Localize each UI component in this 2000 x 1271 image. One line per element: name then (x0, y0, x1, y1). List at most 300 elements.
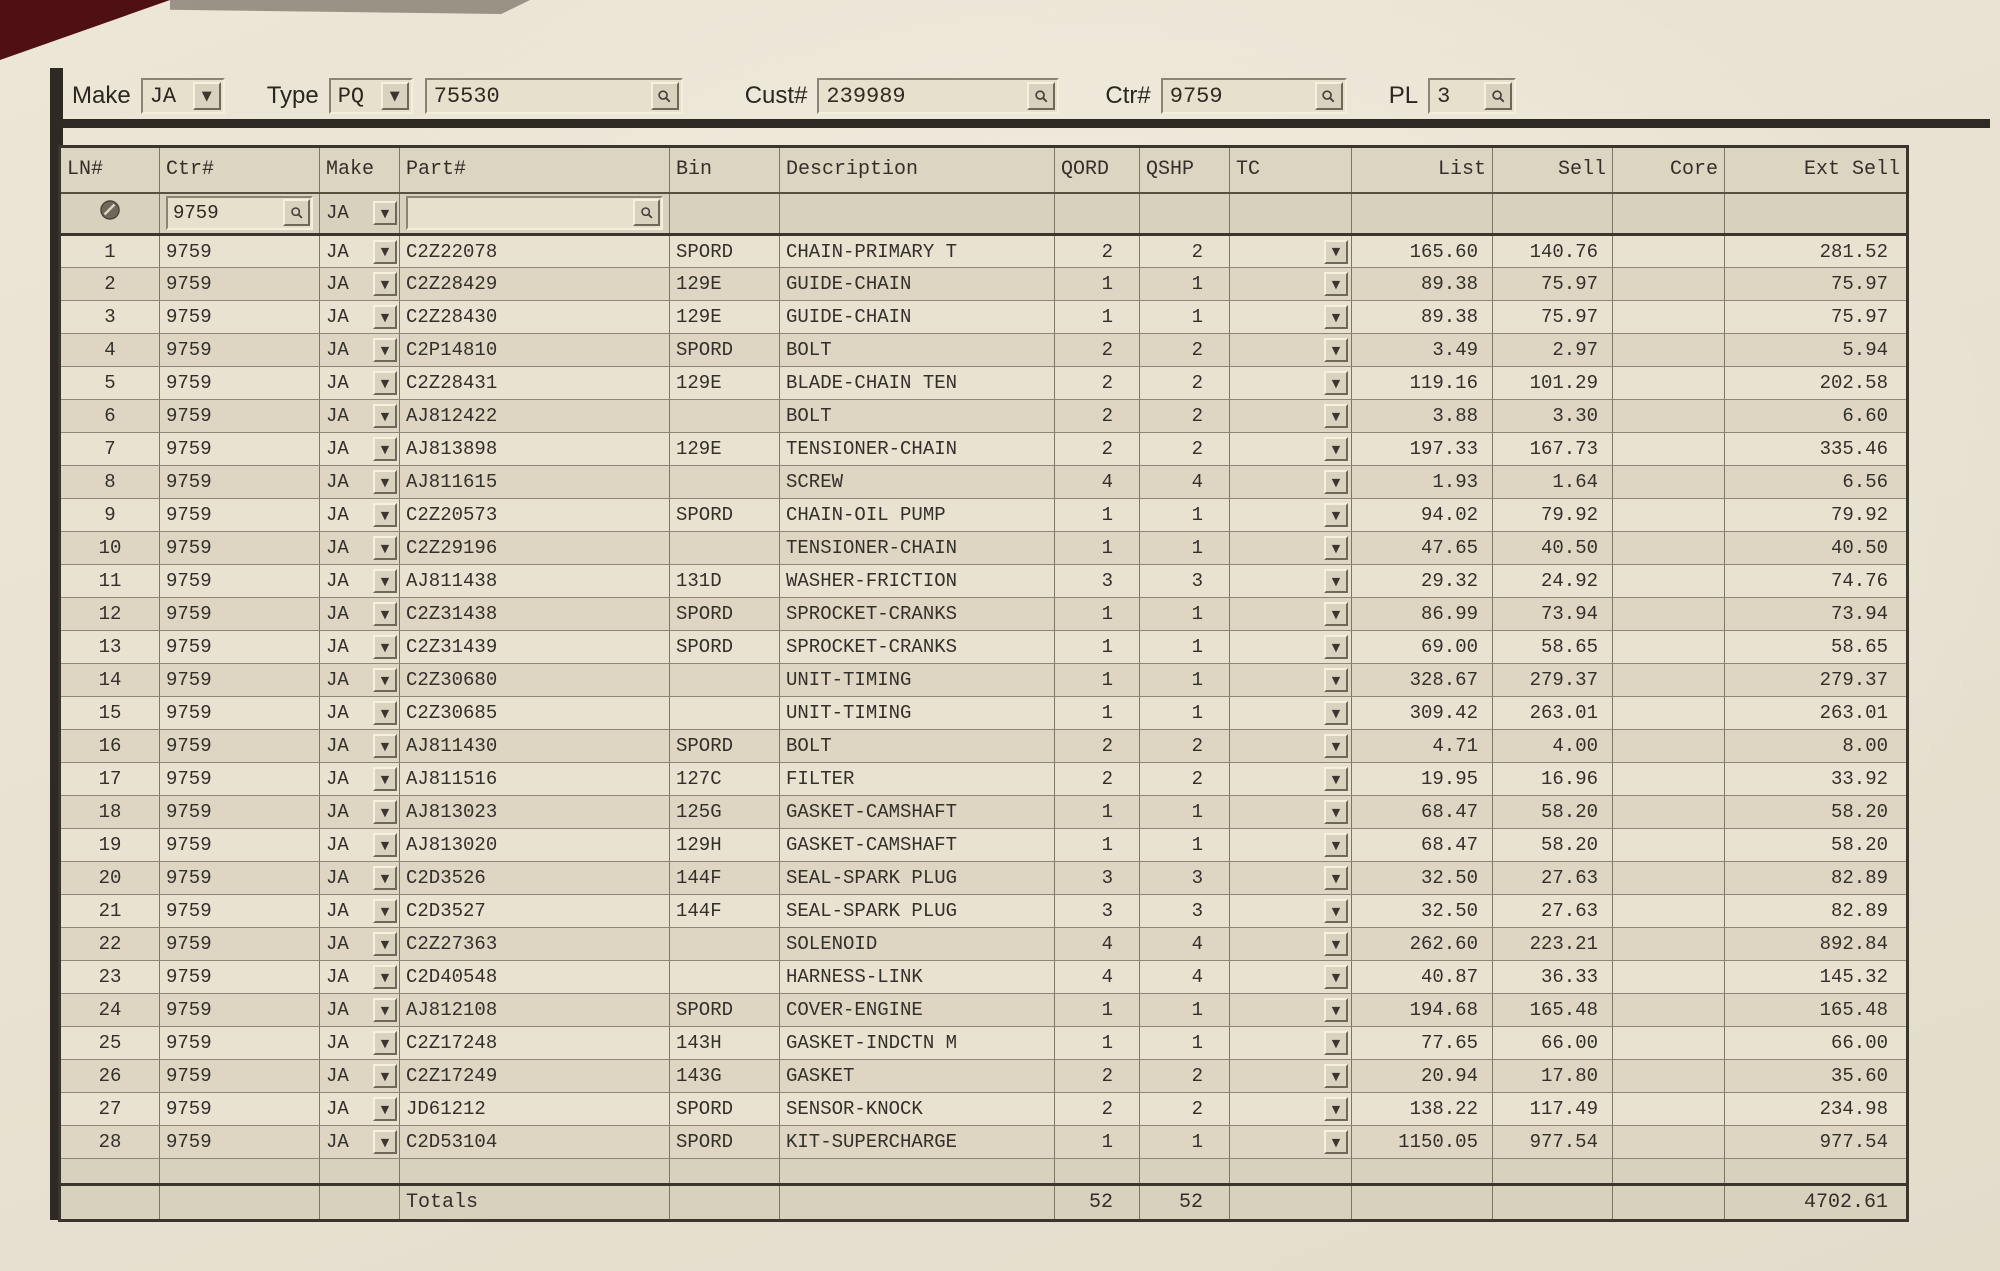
desc-cell: SPROCKET-CRANKS (780, 598, 1055, 631)
chevron-down-icon: ▼ (1331, 739, 1341, 753)
totals-qord: 52 (1055, 1185, 1140, 1221)
tc-dropdown-button[interactable] (1324, 470, 1348, 494)
sell-cell: 66.00 (1493, 1027, 1613, 1060)
ext-cell: 75.97 (1725, 268, 1908, 301)
make-dropdown-button[interactable] (373, 371, 397, 395)
core-cell (1613, 565, 1725, 598)
desc-cell: WASHER-FRICTION (780, 565, 1055, 598)
tc-dropdown-button[interactable] (1324, 734, 1348, 758)
entry-tc-cell (1230, 193, 1352, 235)
make-value: JA (326, 306, 349, 328)
make-value: JA (326, 372, 349, 394)
sell-cell: 75.97 (1493, 301, 1613, 334)
make-value: JA (326, 603, 349, 625)
ln-cell: 11 (60, 565, 160, 598)
ctr-search-button[interactable] (1315, 82, 1343, 110)
make-cell (320, 499, 400, 532)
bin-cell: 129E (670, 433, 780, 466)
tc-dropdown-button[interactable] (1324, 1064, 1348, 1088)
core-cell (1613, 334, 1725, 367)
totals-list-cell (1352, 1185, 1493, 1221)
make-combo-value: JA (149, 83, 177, 109)
desc-cell: GASKET (780, 1060, 1055, 1093)
ln-cell: 1 (60, 235, 160, 268)
core-cell (1613, 400, 1725, 433)
tc-dropdown-button[interactable] (1324, 404, 1348, 428)
bin-cell: 144F (670, 862, 780, 895)
pl-field[interactable] (1428, 78, 1516, 114)
make-value: JA (326, 1098, 349, 1120)
col-qord: QORD (1055, 147, 1140, 193)
make-dropdown-button[interactable] (373, 866, 397, 890)
sell-cell: 40.50 (1493, 532, 1613, 565)
part-cell: C2Z20573 (400, 499, 670, 532)
make-combo[interactable] (141, 78, 225, 114)
entry-ctr-search-button[interactable] (283, 199, 310, 226)
make-cell (320, 796, 400, 829)
chevron-down-icon: ▼ (380, 310, 390, 324)
make-value: JA (326, 999, 349, 1021)
list-cell: 119.16 (1352, 367, 1493, 400)
core-cell (1613, 763, 1725, 796)
qshp-cell: 1 (1140, 829, 1230, 862)
core-cell (1613, 697, 1725, 730)
core-cell (1613, 862, 1725, 895)
col-core: Core (1613, 147, 1725, 193)
list-cell: 165.60 (1352, 235, 1493, 268)
search-icon (657, 89, 672, 104)
list-cell: 309.42 (1352, 697, 1493, 730)
tc-dropdown-button[interactable] (1324, 800, 1348, 824)
search-icon (290, 206, 304, 220)
entry-qshp-cell (1140, 193, 1230, 235)
make-dropdown-button[interactable] (373, 833, 397, 857)
part-cell: AJ812422 (400, 400, 670, 433)
tc-dropdown-button[interactable] (1324, 866, 1348, 890)
table-row (60, 697, 1908, 730)
core-cell (1613, 532, 1725, 565)
search-icon (640, 206, 654, 220)
make-dropdown-button[interactable] (373, 767, 397, 791)
chevron-down-icon: ▼ (1331, 1036, 1341, 1050)
sell-cell: 58.20 (1493, 796, 1613, 829)
chevron-down-icon: ▼ (1331, 1069, 1341, 1083)
bin-cell: 129E (670, 301, 780, 334)
tc-dropdown-button[interactable] (1324, 998, 1348, 1022)
desc-cell: CHAIN-PRIMARY T (780, 235, 1055, 268)
tc-dropdown-button[interactable] (1324, 1097, 1348, 1121)
bin-cell: SPORD (670, 994, 780, 1027)
search-icon (1321, 89, 1336, 104)
tc-dropdown-button[interactable] (1324, 635, 1348, 659)
table-row (60, 367, 1908, 400)
table-row (60, 235, 1908, 268)
ctr-cell: 9759 (160, 565, 320, 598)
make-dropdown-button[interactable] (373, 668, 397, 692)
list-cell: 89.38 (1352, 268, 1493, 301)
record-selector-cell (60, 193, 160, 235)
part-cell: C2P14810 (400, 334, 670, 367)
desc-cell: BLADE-CHAIN TEN (780, 367, 1055, 400)
make-value: JA (326, 966, 349, 988)
chevron-down-icon: ▼ (380, 442, 390, 456)
ctr-cell: 9759 (160, 730, 320, 763)
qshp-cell: 2 (1140, 763, 1230, 796)
tc-dropdown-button[interactable] (1324, 371, 1348, 395)
chevron-down-icon: ▼ (380, 706, 390, 720)
qord-cell: 1 (1055, 796, 1140, 829)
ext-cell: 73.94 (1725, 598, 1908, 631)
core-cell (1613, 928, 1725, 961)
desc-cell: COVER-ENGINE (780, 994, 1055, 1027)
make-cell (320, 697, 400, 730)
list-cell: 68.47 (1352, 796, 1493, 829)
type-number-field[interactable] (425, 78, 683, 114)
make-dropdown-button[interactable] (373, 932, 397, 956)
make-dropdown-button[interactable] (193, 82, 221, 110)
chevron-down-icon: ▼ (1331, 475, 1341, 489)
list-cell: 32.50 (1352, 862, 1493, 895)
spacer-row (60, 1159, 1908, 1185)
tc-cell (1230, 499, 1352, 532)
core-cell (1613, 367, 1725, 400)
tc-dropdown-button[interactable] (1324, 569, 1348, 593)
list-cell: 32.50 (1352, 895, 1493, 928)
make-cell (320, 532, 400, 565)
tc-dropdown-button[interactable] (1324, 767, 1348, 791)
part-cell: C2Z17249 (400, 1060, 670, 1093)
desc-cell: BOLT (780, 400, 1055, 433)
tc-dropdown-button[interactable] (1324, 1130, 1348, 1154)
make-value: JA (326, 570, 349, 592)
make-dropdown-button[interactable] (373, 1130, 397, 1154)
bin-cell (670, 928, 780, 961)
tc-dropdown-button[interactable] (1324, 899, 1348, 923)
entry-make-dropdown-button[interactable] (373, 201, 397, 225)
chevron-down-icon: ▼ (380, 970, 390, 984)
entry-part-input[interactable] (408, 202, 636, 224)
entry-bin-cell (670, 193, 780, 235)
tc-cell (1230, 895, 1352, 928)
type-number-search-button[interactable] (651, 82, 679, 110)
qshp-cell: 4 (1140, 961, 1230, 994)
ctr-cell: 9759 (160, 466, 320, 499)
ctr-cell: 9759 (160, 862, 320, 895)
entry-ctr-input[interactable] (168, 202, 286, 224)
ctr-cell: 9759 (160, 928, 320, 961)
table-row (60, 301, 1908, 334)
list-cell: 1.93 (1352, 466, 1493, 499)
tc-cell (1230, 367, 1352, 400)
type-label: Type (266, 82, 319, 109)
core-cell (1613, 268, 1725, 301)
ext-cell: 35.60 (1725, 1060, 1908, 1093)
chevron-down-icon: ▼ (1331, 838, 1341, 852)
make-dropdown-button[interactable] (373, 240, 397, 264)
ctr-cell: 9759 (160, 763, 320, 796)
tc-dropdown-button[interactable] (1324, 536, 1348, 560)
ctr-cell: 9759 (160, 1093, 320, 1126)
qord-cell: 2 (1055, 730, 1140, 763)
tc-dropdown-button[interactable] (1324, 701, 1348, 725)
chevron-down-icon: ▼ (380, 1069, 390, 1083)
col-description: Description (780, 147, 1055, 193)
make-cell (320, 400, 400, 433)
make-value: JA (326, 900, 349, 922)
sell-cell: 4.00 (1493, 730, 1613, 763)
type-combo-value: PQ (337, 83, 365, 109)
ln-cell: 24 (60, 994, 160, 1027)
table-row (60, 466, 1908, 499)
part-cell: C2Z29196 (400, 532, 670, 565)
tc-dropdown-button[interactable] (1324, 668, 1348, 692)
entry-ext-cell (1725, 193, 1908, 235)
table-row (60, 334, 1908, 367)
tc-cell (1230, 1093, 1352, 1126)
make-dropdown-button[interactable] (373, 470, 397, 494)
make-dropdown-button[interactable] (373, 998, 397, 1022)
desc-cell: UNIT-TIMING (780, 697, 1055, 730)
type-number-input[interactable] (427, 84, 681, 109)
make-cell (320, 664, 400, 697)
ctr-cell: 9759 (160, 532, 320, 565)
desc-cell: GUIDE-CHAIN (780, 268, 1055, 301)
col-ctr: Ctr# (160, 147, 320, 193)
table-row (60, 1027, 1908, 1060)
qord-cell: 3 (1055, 565, 1140, 598)
cust-search-button[interactable] (1027, 82, 1055, 110)
make-dropdown-button[interactable] (373, 536, 397, 560)
cust-field[interactable] (817, 78, 1059, 114)
tc-dropdown-button[interactable] (1324, 240, 1348, 264)
ln-cell: 8 (60, 466, 160, 499)
table-row (60, 1060, 1908, 1093)
ctr-cell: 9759 (160, 664, 320, 697)
tc-dropdown-button[interactable] (1324, 305, 1348, 329)
desc-cell: SCREW (780, 466, 1055, 499)
ln-cell: 9 (60, 499, 160, 532)
ext-cell: 58.20 (1725, 829, 1908, 862)
ctr-field[interactable] (1161, 78, 1347, 114)
make-dropdown-button[interactable] (373, 1031, 397, 1055)
chevron-down-icon: ▼ (380, 206, 390, 220)
ext-cell: 82.89 (1725, 895, 1908, 928)
chevron-down-icon: ▼ (380, 640, 390, 654)
ctr-label: Ctr# (1105, 82, 1151, 109)
core-cell (1613, 994, 1725, 1027)
core-cell (1613, 829, 1725, 862)
type-dropdown-button[interactable] (381, 82, 409, 110)
core-cell (1613, 961, 1725, 994)
bin-cell: 143H (670, 1027, 780, 1060)
tc-cell (1230, 466, 1352, 499)
make-dropdown-button[interactable] (373, 338, 397, 362)
ext-cell: 202.58 (1725, 367, 1908, 400)
bin-cell: 131D (670, 565, 780, 598)
tc-dropdown-button[interactable] (1324, 833, 1348, 857)
cust-input[interactable] (819, 84, 1057, 109)
make-cell (320, 994, 400, 1027)
tc-dropdown-button[interactable] (1324, 437, 1348, 461)
list-cell: 69.00 (1352, 631, 1493, 664)
tc-dropdown-button[interactable] (1324, 602, 1348, 626)
order-header-bar (72, 76, 1516, 116)
totals-label: Totals (400, 1185, 670, 1221)
pl-search-button[interactable] (1484, 82, 1512, 110)
chevron-down-icon: ▼ (1331, 607, 1341, 621)
chevron-down-icon: ▼ (380, 904, 390, 918)
make-dropdown-button[interactable] (373, 272, 397, 296)
ctr-cell: 9759 (160, 1126, 320, 1159)
part-cell: C2Z22078 (400, 235, 670, 268)
qord-cell: 4 (1055, 961, 1140, 994)
qord-cell: 2 (1055, 334, 1140, 367)
make-dropdown-button[interactable] (373, 965, 397, 989)
tc-cell (1230, 565, 1352, 598)
make-label: Make (72, 82, 131, 109)
list-cell: 86.99 (1352, 598, 1493, 631)
part-cell: C2D3526 (400, 862, 670, 895)
ln-cell: 26 (60, 1060, 160, 1093)
header-divider-rule (56, 119, 1990, 128)
make-cell (320, 466, 400, 499)
qord-cell: 4 (1055, 466, 1140, 499)
qshp-cell: 4 (1140, 928, 1230, 961)
qshp-cell: 2 (1140, 400, 1230, 433)
qshp-cell: 4 (1140, 466, 1230, 499)
desc-cell: CHAIN-OIL PUMP (780, 499, 1055, 532)
ln-cell: 6 (60, 400, 160, 433)
ext-cell: 145.32 (1725, 961, 1908, 994)
list-cell: 89.38 (1352, 301, 1493, 334)
part-cell: AJ812108 (400, 994, 670, 1027)
ext-cell: 281.52 (1725, 235, 1908, 268)
col-make: Make (320, 147, 400, 193)
col-bin: Bin (670, 147, 780, 193)
tc-dropdown-button[interactable] (1324, 503, 1348, 527)
tc-dropdown-button[interactable] (1324, 1031, 1348, 1055)
ext-cell: 165.48 (1725, 994, 1908, 1027)
sell-cell: 24.92 (1493, 565, 1613, 598)
make-cell (320, 301, 400, 334)
totals-desc-cell (780, 1185, 1055, 1221)
tc-cell (1230, 433, 1352, 466)
make-cell (320, 1126, 400, 1159)
make-dropdown-button[interactable] (373, 1064, 397, 1088)
tc-dropdown-button[interactable] (1324, 932, 1348, 956)
tc-cell (1230, 1126, 1352, 1159)
qord-cell: 1 (1055, 532, 1140, 565)
ext-cell: 66.00 (1725, 1027, 1908, 1060)
entry-part-search-button[interactable] (633, 199, 660, 226)
sell-cell: 58.65 (1493, 631, 1613, 664)
list-cell: 19.95 (1352, 763, 1493, 796)
core-cell (1613, 1126, 1725, 1159)
qshp-cell: 3 (1140, 565, 1230, 598)
core-cell (1613, 466, 1725, 499)
entry-desc-cell (780, 193, 1055, 235)
chevron-down-icon: ▼ (1331, 1003, 1341, 1017)
col-list: List (1352, 147, 1493, 193)
make-cell (320, 433, 400, 466)
desc-cell: TENSIONER-CHAIN (780, 532, 1055, 565)
make-cell (320, 730, 400, 763)
ext-cell: 6.56 (1725, 466, 1908, 499)
qord-cell: 1 (1055, 499, 1140, 532)
tc-dropdown-button[interactable] (1324, 965, 1348, 989)
chevron-down-icon: ▼ (380, 838, 390, 852)
make-dropdown-button[interactable] (373, 602, 397, 626)
make-dropdown-button[interactable] (373, 569, 397, 593)
entry-ctr-field[interactable] (166, 196, 313, 230)
make-dropdown-button[interactable] (373, 635, 397, 659)
desc-cell: SOLENOID (780, 928, 1055, 961)
make-cell (320, 895, 400, 928)
entry-qord-cell (1055, 193, 1140, 235)
make-cell (320, 631, 400, 664)
chevron-down-icon: ▼ (1331, 1102, 1341, 1116)
make-dropdown-button[interactable] (373, 503, 397, 527)
tc-dropdown-button[interactable] (1324, 338, 1348, 362)
make-cell (320, 763, 400, 796)
bin-cell (670, 697, 780, 730)
tc-cell (1230, 697, 1352, 730)
make-dropdown-button[interactable] (373, 734, 397, 758)
tc-cell (1230, 268, 1352, 301)
bin-cell: SPORD (670, 631, 780, 664)
make-dropdown-button[interactable] (373, 899, 397, 923)
core-cell (1613, 433, 1725, 466)
core-cell (1613, 235, 1725, 268)
make-dropdown-button[interactable] (373, 800, 397, 824)
make-value: JA (326, 438, 349, 460)
qord-cell: 2 (1055, 433, 1140, 466)
qord-cell: 2 (1055, 235, 1140, 268)
ln-cell: 13 (60, 631, 160, 664)
ext-cell: 33.92 (1725, 763, 1908, 796)
chevron-down-icon: ▼ (1331, 409, 1341, 423)
qord-cell: 1 (1055, 1027, 1140, 1060)
tc-dropdown-button[interactable] (1324, 272, 1348, 296)
desc-cell: SENSOR-KNOCK (780, 1093, 1055, 1126)
entry-part-field[interactable] (406, 196, 663, 230)
chevron-down-icon: ▼ (201, 88, 212, 104)
tc-cell (1230, 598, 1352, 631)
make-dropdown-button[interactable] (373, 404, 397, 428)
bin-cell: SPORD (670, 334, 780, 367)
ln-cell: 4 (60, 334, 160, 367)
table-row (60, 598, 1908, 631)
ext-cell: 58.20 (1725, 796, 1908, 829)
tc-cell (1230, 235, 1352, 268)
desc-cell: FILTER (780, 763, 1055, 796)
make-value: JA (326, 1032, 349, 1054)
bin-cell: SPORD (670, 598, 780, 631)
bin-cell: SPORD (670, 499, 780, 532)
chevron-down-icon: ▼ (1331, 277, 1341, 291)
make-dropdown-button[interactable] (373, 701, 397, 725)
make-dropdown-button[interactable] (373, 305, 397, 329)
make-dropdown-button[interactable] (373, 437, 397, 461)
ln-cell: 21 (60, 895, 160, 928)
type-combo[interactable] (329, 78, 413, 114)
make-dropdown-button[interactable] (373, 1097, 397, 1121)
sell-cell: 75.97 (1493, 268, 1613, 301)
ln-cell: 25 (60, 1027, 160, 1060)
ext-cell: 5.94 (1725, 334, 1908, 367)
list-cell: 68.47 (1352, 829, 1493, 862)
make-cell (320, 862, 400, 895)
